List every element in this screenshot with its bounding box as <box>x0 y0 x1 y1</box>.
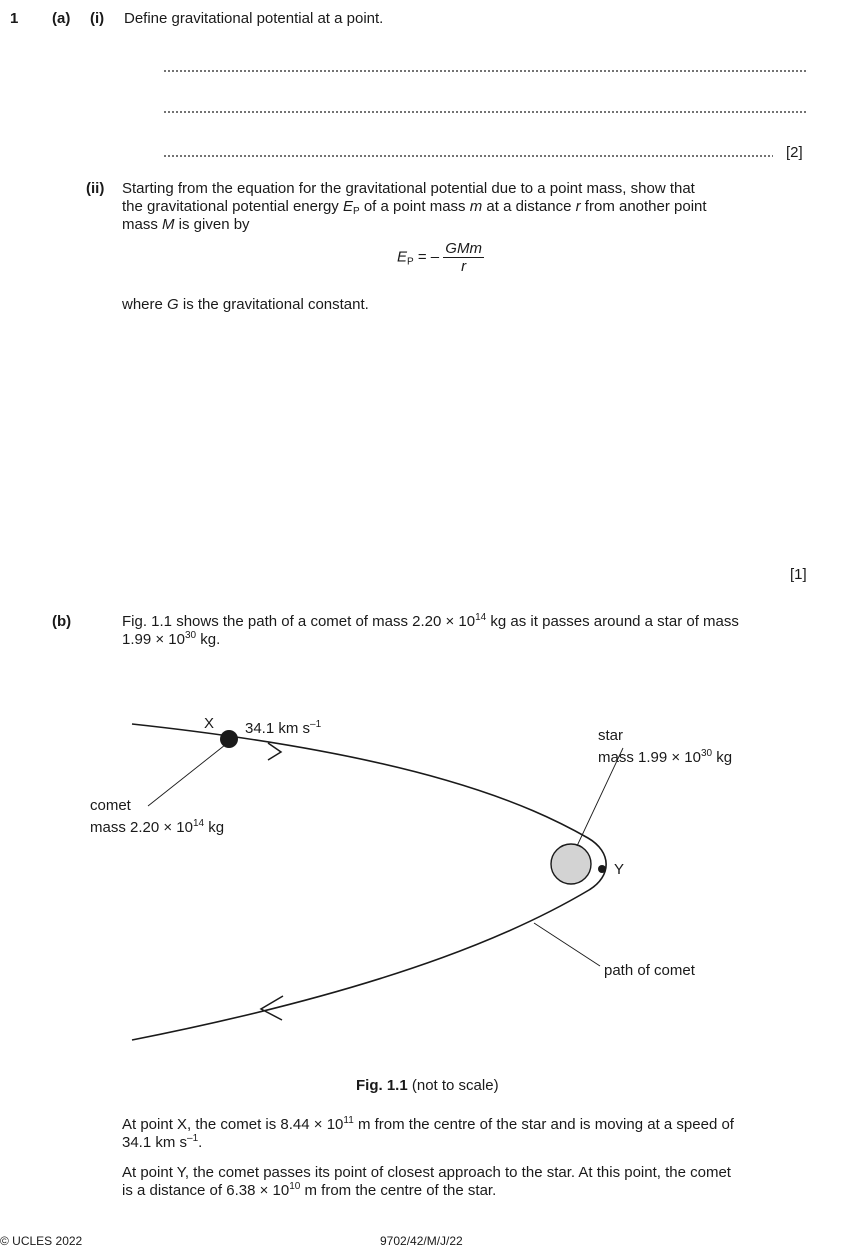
part-b-intro-line1: Fig. 1.1 shows the path of a comet of mass $2.20 \times 10^{14}$ kg as it passes around a star of mass <box>122 612 739 630</box>
part-a-i-prompt: Define gravitational potential at a point. <box>124 10 384 27</box>
equation-numerator: GMm <box>445 240 482 257</box>
comet-speed-label: 34.1 km $s^{-1}$ <box>245 719 322 737</box>
part-a-ii-line2: the gravitational potential energy $E_P$ of a point mass m at a distance r from another point <box>122 198 707 217</box>
part-a-ii-label: (ii) <box>86 180 105 197</box>
direction-arrow-left <box>261 996 283 1020</box>
comet-dot <box>220 730 238 748</box>
equation-denominator: r <box>461 258 467 275</box>
part-b-label: (b) <box>52 613 72 630</box>
marks-a-i: [2] <box>786 144 803 161</box>
comet-leader-line <box>148 745 225 806</box>
part-b-intro-line2: $1.99 \times 10^{30}$ kg. <box>122 630 221 648</box>
path-leader-line <box>534 923 600 966</box>
point-y-dot <box>598 865 606 873</box>
footer-paper-code: 9702/42/M/J/22 <box>380 1234 463 1248</box>
equation-potential-energy: $E_P$ = – $\frac{\text{GMm}}{r}$ <box>397 240 482 275</box>
point-y-paragraph: At point Y, the comet passes its point of closest approach to the star. At this point, the comet is a distance of $6.38 \times 10^{10}$ m from the centre of the star. <box>122 1164 731 1199</box>
part-a-label: (a) <box>52 10 71 27</box>
marks-a-ii: [1] <box>790 566 807 583</box>
star-label: star <box>598 727 624 744</box>
figure-caption: Fig. 1.1 (not to scale) <box>356 1077 499 1094</box>
part-a-ii-line1: Starting from the equation for the gravitational potential due to a point mass, show that <box>122 180 695 197</box>
question-number: 1 <box>10 10 19 27</box>
star-mass-label: mass $1.99 \times 10^{30}$ kg <box>598 748 733 766</box>
part-a-ii-line3: mass M is given by <box>122 216 250 233</box>
direction-arrow-right <box>268 743 281 760</box>
footer-copyright: © UCLES 2022 <box>0 1234 83 1248</box>
comet-label: comet <box>90 797 131 814</box>
point-x-paragraph: At point X, the comet is $8.44 \times 10^{11}$ m from the centre of the star and is moving at a speed of 34.1 km $s^{-1}$. <box>122 1115 734 1151</box>
label-y: Y <box>614 861 625 878</box>
comet-path <box>132 724 606 1040</box>
part-a-i-label: (i) <box>90 10 105 27</box>
gravitational-constant-note: where G is the gravitational constant. <box>122 296 369 313</box>
comet-mass-label: mass $2.20 \times 10^{14}$ kg <box>90 818 225 836</box>
star-circle <box>551 844 591 884</box>
path-of-comet-label: path of comet <box>604 962 695 979</box>
label-x: X <box>204 715 215 732</box>
